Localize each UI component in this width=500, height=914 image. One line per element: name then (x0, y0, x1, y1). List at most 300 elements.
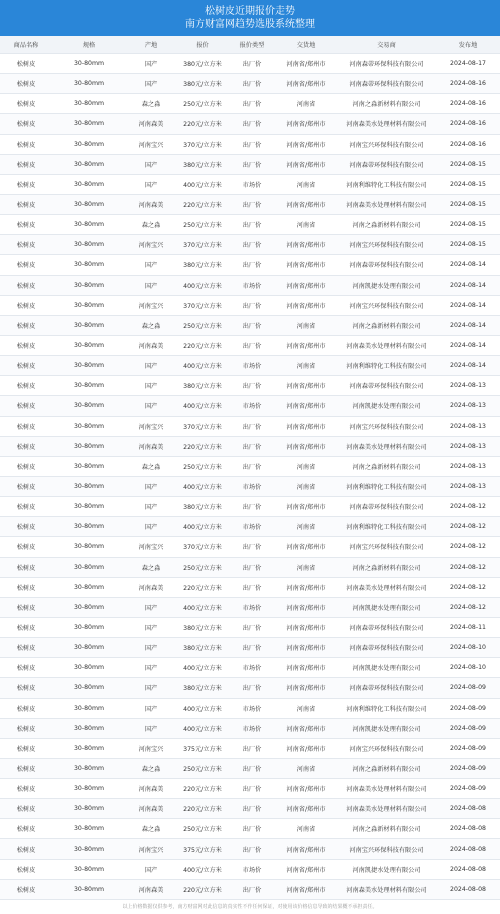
table-cell: 2024-08-14 (436, 255, 500, 275)
table-cell: 2024-08-16 (436, 134, 500, 154)
table-cell: 松树皮 (0, 698, 52, 718)
table-cell: 河南森美 (126, 577, 176, 597)
table-row (0, 416, 500, 436)
table-cell: 30-80mm (52, 255, 126, 275)
table-cell: 30-80mm (52, 638, 126, 658)
table-cell: 30-80mm (52, 819, 126, 839)
table-cell: 380元/立方米 (176, 255, 229, 275)
table-cell: 河南省/郑州市 (275, 436, 337, 456)
table-cell: 松树皮 (0, 758, 52, 778)
table-row (0, 859, 500, 879)
table-cell: 松树皮 (0, 335, 52, 355)
table-cell: 市场价 (229, 396, 275, 416)
report-subtitle: 南方财富网趋势选股系统整理 (185, 19, 315, 30)
table-cell: 河南凯捷水处理有限公司 (337, 859, 436, 879)
table-cell: 河南省 (275, 456, 337, 476)
report-header (0, 0, 500, 36)
table-cell: 松树皮 (0, 859, 52, 879)
table-cell: 国产 (126, 174, 176, 194)
table-cell: 河南省 (275, 698, 337, 718)
table-cell: 220元/立方米 (176, 335, 229, 355)
table-cell: 2024-08-16 (436, 74, 500, 94)
table-cell: 市场价 (229, 275, 275, 295)
table-cell: 380元/立方米 (176, 678, 229, 698)
table-cell: 河南省/郑州市 (275, 114, 337, 134)
table-cell: 250元/立方米 (176, 456, 229, 476)
table-cell: 380元/立方米 (176, 617, 229, 637)
table-cell: 松树皮 (0, 275, 52, 295)
table-cell: 河南森美 (126, 779, 176, 799)
table-row (0, 577, 500, 597)
column-header: 交易商 (337, 36, 436, 54)
table-cell: 河南之淼新材料有限公司 (337, 456, 436, 476)
table-cell: 河南森美水处理材料有限公司 (337, 436, 436, 456)
table-cell: 380元/立方米 (176, 154, 229, 174)
table-cell: 30-80mm (52, 678, 126, 698)
table-row (0, 114, 500, 134)
table-cell: 出厂价 (229, 819, 275, 839)
table-cell: 出厂价 (229, 497, 275, 517)
table-cell: 河南省 (275, 356, 337, 376)
table-cell: 河南利维特化工科技有限公司 (337, 476, 436, 496)
table-cell: 30-80mm (52, 456, 126, 476)
table-cell: 河南宝兴 (126, 134, 176, 154)
table-cell: 河南省/郑州市 (275, 537, 337, 557)
table-cell: 松树皮 (0, 194, 52, 214)
table-cell: 河南省/郑州市 (275, 638, 337, 658)
table-cell: 2024-08-08 (436, 879, 500, 899)
table-cell: 河南宝兴 (126, 839, 176, 859)
table-cell: 河南凯捷水处理有限公司 (337, 275, 436, 295)
table-cell: 河南森蒂环保科技有限公司 (337, 74, 436, 94)
table-cell: 河南省/郑州市 (275, 799, 337, 819)
table-cell: 松树皮 (0, 74, 52, 94)
table-cell: 松树皮 (0, 376, 52, 396)
table-cell: 出厂价 (229, 54, 275, 74)
table-cell: 松树皮 (0, 315, 52, 335)
table-cell: 400元/立方米 (176, 597, 229, 617)
table-cell: 2024-08-12 (436, 577, 500, 597)
table-row (0, 74, 500, 94)
table-cell: 河南森美水处理材料有限公司 (337, 779, 436, 799)
table-cell: 出厂价 (229, 617, 275, 637)
table-cell: 370元/立方米 (176, 235, 229, 255)
table-cell: 国产 (126, 376, 176, 396)
table-cell: 30-80mm (52, 356, 126, 376)
table-cell: 400元/立方米 (176, 718, 229, 738)
table-cell: 河南省/郑州市 (275, 376, 337, 396)
table-cell: 河南省/郑州市 (275, 134, 337, 154)
table-cell: 250元/立方米 (176, 557, 229, 577)
table-cell: 30-80mm (52, 799, 126, 819)
table-cell: 2024-08-13 (436, 436, 500, 456)
table-cell: 河南省/郑州市 (275, 74, 337, 94)
table-cell: 30-80mm (52, 718, 126, 738)
table-cell: 370元/立方米 (176, 537, 229, 557)
table-row (0, 154, 500, 174)
table-cell: 河南森蒂环保科技有限公司 (337, 678, 436, 698)
table-cell: 河南森美 (126, 799, 176, 819)
table-cell: 2024-08-13 (436, 396, 500, 416)
table-cell: 河南宝兴环保科技有限公司 (337, 235, 436, 255)
table-cell: 松树皮 (0, 114, 52, 134)
table-cell: 2024-08-09 (436, 779, 500, 799)
table-row (0, 738, 500, 758)
table-row (0, 134, 500, 154)
table-cell: 国产 (126, 718, 176, 738)
table-cell: 370元/立方米 (176, 134, 229, 154)
table-cell: 30-80mm (52, 114, 126, 134)
table-cell: 松树皮 (0, 839, 52, 859)
table-cell: 380元/立方米 (176, 74, 229, 94)
table-row (0, 456, 500, 476)
table-cell: 松树皮 (0, 879, 52, 899)
table-cell: 河南省/郑州市 (275, 335, 337, 355)
table-cell: 松树皮 (0, 255, 52, 275)
table-cell: 30-80mm (52, 194, 126, 214)
table-row (0, 597, 500, 617)
table-cell: 松树皮 (0, 799, 52, 819)
table-cell: 河南省 (275, 557, 337, 577)
table-row (0, 194, 500, 214)
table-cell: 2024-08-15 (436, 174, 500, 194)
table-cell: 2024-08-12 (436, 497, 500, 517)
table-cell: 国产 (126, 859, 176, 879)
table-cell: 220元/立方米 (176, 779, 229, 799)
table-row (0, 396, 500, 416)
table-cell: 30-80mm (52, 577, 126, 597)
table-row (0, 879, 500, 899)
table-cell: 380元/立方米 (176, 638, 229, 658)
table-cell: 2024-08-08 (436, 799, 500, 819)
table-cell: 河南省/郑州市 (275, 235, 337, 255)
table-cell: 30-80mm (52, 879, 126, 899)
table-cell: 市场价 (229, 718, 275, 738)
table-cell: 松树皮 (0, 54, 52, 74)
table-cell: 松树皮 (0, 416, 52, 436)
table-cell: 河南宝兴环保科技有限公司 (337, 416, 436, 436)
table-cell: 2024-08-08 (436, 859, 500, 879)
table-cell: 出厂价 (229, 194, 275, 214)
table-cell: 河南省/郑州市 (275, 275, 337, 295)
table-cell: 河南省 (275, 215, 337, 235)
table-cell: 松树皮 (0, 537, 52, 557)
table-cell: 河南森蒂环保科技有限公司 (337, 638, 436, 658)
table-cell: 400元/立方米 (176, 356, 229, 376)
table-row (0, 638, 500, 658)
table-cell: 河南森美 (126, 114, 176, 134)
table-row (0, 356, 500, 376)
table-cell: 森之淼 (126, 456, 176, 476)
table-cell: 30-80mm (52, 275, 126, 295)
table-cell: 河南省 (275, 476, 337, 496)
table-cell: 30-80mm (52, 396, 126, 416)
table-cell: 河南森蒂环保科技有限公司 (337, 154, 436, 174)
table-cell: 30-80mm (52, 758, 126, 778)
table-cell: 河南森美 (126, 194, 176, 214)
table-cell: 250元/立方米 (176, 819, 229, 839)
table-cell: 400元/立方米 (176, 174, 229, 194)
table-cell: 220元/立方米 (176, 799, 229, 819)
table-cell: 国产 (126, 597, 176, 617)
table-cell: 河南凯捷水处理有限公司 (337, 396, 436, 416)
table-cell: 国产 (126, 396, 176, 416)
table-cell: 2024-08-13 (436, 416, 500, 436)
table-cell: 松树皮 (0, 819, 52, 839)
table-row (0, 758, 500, 778)
table-cell: 松树皮 (0, 356, 52, 376)
table-cell: 松树皮 (0, 718, 52, 738)
table-cell: 30-80mm (52, 859, 126, 879)
table-cell: 河南省/郑州市 (275, 617, 337, 637)
table-cell: 河南省/郑州市 (275, 839, 337, 859)
table-cell: 河南森美水处理材料有限公司 (337, 879, 436, 899)
table-cell: 2024-08-17 (436, 54, 500, 74)
table-cell: 2024-08-12 (436, 557, 500, 577)
table-cell: 河南凯捷水处理有限公司 (337, 718, 436, 738)
table-row (0, 617, 500, 637)
table-cell: 30-80mm (52, 698, 126, 718)
table-row (0, 517, 500, 537)
column-header: 规格 (52, 36, 126, 54)
table-cell: 国产 (126, 638, 176, 658)
table-cell: 30-80mm (52, 235, 126, 255)
table-cell: 出厂价 (229, 779, 275, 799)
table-row (0, 698, 500, 718)
table-cell: 375元/立方米 (176, 839, 229, 859)
table-cell: 国产 (126, 617, 176, 637)
table-cell: 松树皮 (0, 597, 52, 617)
table-cell: 河南省/郑州市 (275, 497, 337, 517)
table-cell: 出厂价 (229, 678, 275, 698)
table-cell: 国产 (126, 678, 176, 698)
table-cell: 出厂价 (229, 537, 275, 557)
table-cell: 出厂价 (229, 134, 275, 154)
table-row (0, 54, 500, 74)
table-cell: 400元/立方米 (176, 698, 229, 718)
table-cell: 30-80mm (52, 376, 126, 396)
table-cell: 2024-08-09 (436, 738, 500, 758)
table-cell: 河南省/郑州市 (275, 678, 337, 698)
table-cell: 松树皮 (0, 396, 52, 416)
table-cell: 国产 (126, 476, 176, 496)
table-cell: 松树皮 (0, 154, 52, 174)
table-cell: 河南宝兴环保科技有限公司 (337, 839, 436, 859)
table-cell: 市场价 (229, 698, 275, 718)
table-cell: 2024-08-14 (436, 275, 500, 295)
table-cell: 国产 (126, 356, 176, 376)
table-cell: 松树皮 (0, 557, 52, 577)
table-cell: 河南省/郑州市 (275, 416, 337, 436)
table-cell: 森之淼 (126, 557, 176, 577)
table-row (0, 94, 500, 114)
table-cell: 出厂价 (229, 154, 275, 174)
table-cell: 国产 (126, 517, 176, 537)
table-cell: 河南利维特化工科技有限公司 (337, 698, 436, 718)
table-cell: 30-80mm (52, 416, 126, 436)
table-cell: 380元/立方米 (176, 497, 229, 517)
table-row (0, 174, 500, 194)
table-cell: 出厂价 (229, 416, 275, 436)
table-cell: 松树皮 (0, 658, 52, 678)
table-cell: 30-80mm (52, 658, 126, 678)
table-cell: 森之淼 (126, 819, 176, 839)
table-cell: 松树皮 (0, 678, 52, 698)
table-cell: 400元/立方米 (176, 658, 229, 678)
table-cell: 市场价 (229, 859, 275, 879)
table-row (0, 215, 500, 235)
table-cell: 森之淼 (126, 315, 176, 335)
table-cell: 2024-08-15 (436, 235, 500, 255)
table-cell: 河南省/郑州市 (275, 577, 337, 597)
table-cell: 河南利维特化工科技有限公司 (337, 517, 436, 537)
table-cell: 出厂价 (229, 799, 275, 819)
table-row (0, 275, 500, 295)
table-cell: 出厂价 (229, 738, 275, 758)
table-header-row (0, 36, 500, 54)
table-cell: 出厂价 (229, 758, 275, 778)
table-cell: 河南森美水处理材料有限公司 (337, 194, 436, 214)
table-cell: 河南省/郑州市 (275, 396, 337, 416)
table-cell: 市场价 (229, 174, 275, 194)
table-row (0, 315, 500, 335)
table-cell: 2024-08-11 (436, 617, 500, 637)
table-cell: 220元/立方米 (176, 114, 229, 134)
table-cell: 松树皮 (0, 215, 52, 235)
table-cell: 出厂价 (229, 74, 275, 94)
column-header: 发布地 (436, 36, 500, 54)
table-cell: 河南宝兴环保科技有限公司 (337, 537, 436, 557)
table-cell: 出厂价 (229, 94, 275, 114)
column-header: 商品名称 (0, 36, 52, 54)
table-cell: 河南森蒂环保科技有限公司 (337, 376, 436, 396)
table-cell: 2024-08-09 (436, 758, 500, 778)
table-cell: 380元/立方米 (176, 54, 229, 74)
column-header: 交货地 (275, 36, 337, 54)
table-cell: 220元/立方米 (176, 194, 229, 214)
table-cell: 河南省 (275, 517, 337, 537)
table-cell: 松树皮 (0, 577, 52, 597)
table-cell: 2024-08-13 (436, 376, 500, 396)
table-cell: 河南之淼新材料有限公司 (337, 215, 436, 235)
table-cell: 河南宝兴 (126, 235, 176, 255)
table-cell: 松树皮 (0, 174, 52, 194)
table-cell: 400元/立方米 (176, 396, 229, 416)
table-cell: 松树皮 (0, 517, 52, 537)
table-cell: 松树皮 (0, 94, 52, 114)
table-cell: 出厂价 (229, 114, 275, 134)
table-cell: 30-80mm (52, 94, 126, 114)
table-cell: 河南省/郑州市 (275, 658, 337, 678)
table-cell: 出厂价 (229, 295, 275, 315)
table-cell: 河南宝兴 (126, 295, 176, 315)
table-cell: 国产 (126, 54, 176, 74)
table-cell: 2024-08-10 (436, 638, 500, 658)
table-cell: 30-80mm (52, 154, 126, 174)
table-cell: 河南省/郑州市 (275, 597, 337, 617)
table-cell: 松树皮 (0, 779, 52, 799)
table-cell: 河南宝兴环保科技有限公司 (337, 295, 436, 315)
table-cell: 松树皮 (0, 638, 52, 658)
table-cell: 国产 (126, 698, 176, 718)
table-row (0, 476, 500, 496)
disclaimer-text: 以上价格数据仅供参考，南方财富网对此信息的真实性不作任何保证，对使用该价格信息导致的结果概不承担责任。 (122, 903, 378, 910)
table-cell: 30-80mm (52, 617, 126, 637)
table-cell: 国产 (126, 497, 176, 517)
table-cell: 国产 (126, 255, 176, 275)
table-row (0, 799, 500, 819)
table-cell: 松树皮 (0, 436, 52, 456)
table-cell: 30-80mm (52, 738, 126, 758)
table-cell: 河南森美水处理材料有限公司 (337, 577, 436, 597)
table-cell: 河南省 (275, 315, 337, 335)
table-cell: 出厂价 (229, 839, 275, 859)
table-cell: 森之淼 (126, 215, 176, 235)
table-cell: 2024-08-12 (436, 537, 500, 557)
table-cell: 250元/立方米 (176, 215, 229, 235)
table-cell: 河南森蒂环保科技有限公司 (337, 255, 436, 275)
table-cell: 国产 (126, 658, 176, 678)
table-cell: 河南森美 (126, 436, 176, 456)
table-cell: 市场价 (229, 356, 275, 376)
table-cell: 30-80mm (52, 779, 126, 799)
table-cell: 2024-08-08 (436, 839, 500, 859)
table-row (0, 718, 500, 738)
table-cell: 2024-08-08 (436, 819, 500, 839)
table-cell: 河南省/郑州市 (275, 859, 337, 879)
table-cell: 30-80mm (52, 174, 126, 194)
table-cell: 30-80mm (52, 215, 126, 235)
table-cell: 出厂价 (229, 557, 275, 577)
table-cell: 380元/立方米 (176, 376, 229, 396)
table-cell: 30-80mm (52, 497, 126, 517)
table-cell: 河南森美水处理材料有限公司 (337, 114, 436, 134)
table-row (0, 255, 500, 275)
table-cell: 出厂价 (229, 879, 275, 899)
table-cell: 松树皮 (0, 295, 52, 315)
table-cell: 河南省/郑州市 (275, 54, 337, 74)
table-cell: 河南利维特化工科技有限公司 (337, 174, 436, 194)
table-cell: 30-80mm (52, 517, 126, 537)
table-cell: 2024-08-12 (436, 597, 500, 617)
table-cell: 出厂价 (229, 235, 275, 255)
table-cell: 河南省/郑州市 (275, 154, 337, 174)
table-cell: 出厂价 (229, 638, 275, 658)
table-cell: 250元/立方米 (176, 315, 229, 335)
table-cell: 出厂价 (229, 436, 275, 456)
table-cell: 河南凯捷水处理有限公司 (337, 658, 436, 678)
table-cell: 2024-08-15 (436, 154, 500, 174)
price-table (0, 36, 500, 900)
table-cell: 松树皮 (0, 497, 52, 517)
table-cell: 30-80mm (52, 537, 126, 557)
table-cell: 30-80mm (52, 839, 126, 859)
table-cell: 河南森蒂环保科技有限公司 (337, 54, 436, 74)
table-cell: 2024-08-09 (436, 718, 500, 738)
table-cell: 30-80mm (52, 597, 126, 617)
table-cell: 2024-08-14 (436, 335, 500, 355)
report-title: 松树皮近期报价走势 (205, 6, 295, 17)
table-cell: 400元/立方米 (176, 859, 229, 879)
table-cell: 370元/立方米 (176, 295, 229, 315)
table-cell: 2024-08-15 (436, 194, 500, 214)
table-cell: 松树皮 (0, 134, 52, 154)
table-cell: 2024-08-14 (436, 315, 500, 335)
table-cell: 出厂价 (229, 577, 275, 597)
table-cell: 河南森美水处理材料有限公司 (337, 799, 436, 819)
table-cell: 河南省/郑州市 (275, 879, 337, 899)
table-cell: 出厂价 (229, 376, 275, 396)
